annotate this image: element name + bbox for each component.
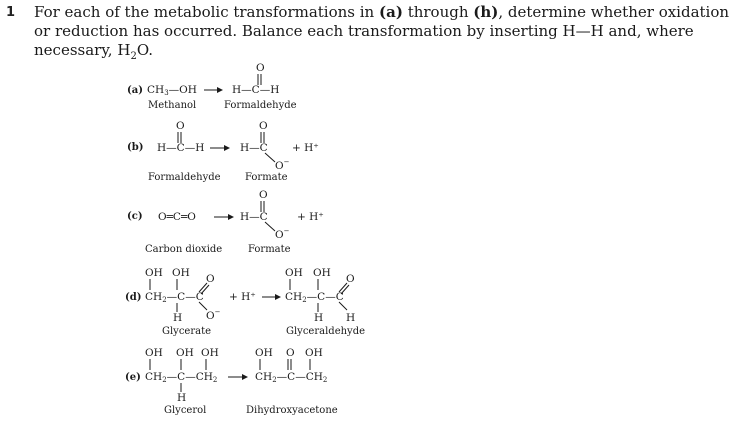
svg-text:OH: OH	[172, 267, 190, 279]
svg-text:OH: OH	[176, 347, 194, 359]
hplus-c: + H⁺	[297, 211, 324, 223]
part-e-tag: (e)	[125, 372, 141, 383]
co2-formula: O═C═O	[158, 211, 196, 223]
svg-text:O: O	[256, 62, 265, 74]
svg-text:OH: OH	[313, 267, 331, 279]
methanol-formula: CH3—OH	[147, 84, 197, 97]
dihydroxyacetone-label: Dihydroxyacetone	[246, 405, 338, 416]
formaldehyde-label: Formaldehyde	[224, 100, 297, 111]
svg-text:O: O	[206, 273, 215, 285]
glycerate-label: Glycerate	[162, 326, 212, 337]
svg-text:H: H	[314, 312, 324, 324]
formaldehyde-label: Formaldehyde	[148, 172, 221, 183]
reaction-a	[127, 62, 297, 111]
glyceraldehyde-formula: CH2—C—C	[285, 291, 344, 304]
part-d-tag: (d)	[125, 292, 142, 303]
svg-text:O: O	[176, 120, 185, 132]
formate-label: Formate	[245, 172, 288, 183]
dihydroxyacetone-formula: CH2—C—CH2	[255, 371, 328, 384]
formate-formula: H—C	[240, 211, 268, 223]
formaldehyde-formula: H—C—H	[232, 84, 280, 96]
svg-text:OH: OH	[145, 347, 163, 359]
hplus-d: + H⁺	[229, 291, 256, 303]
svg-text:O−: O−	[275, 227, 290, 241]
formaldehyde-formula: H—C—H	[157, 142, 205, 154]
part-a-tag: (a)	[127, 85, 143, 96]
reaction-b	[127, 120, 319, 183]
glycerol-label: Glycerol	[164, 405, 207, 416]
problem-text: For each of the metabolic transformations in (a) through (h), determine whether oxidation or reduction has occurred. Balance each transformation by inserting H—H and, where necessary, $H_2O$.	[34, 3, 730, 62]
svg-text:H: H	[177, 392, 187, 404]
svg-text:O−: O−	[206, 308, 221, 322]
part-c-tag: (c)	[127, 211, 143, 222]
svg-text:OH: OH	[305, 347, 323, 359]
reaction-d	[125, 267, 365, 337]
formate-label: Formate	[248, 244, 291, 255]
svg-text:H: H	[173, 312, 183, 324]
part-b-tag: (b)	[127, 142, 144, 153]
svg-text:OH: OH	[201, 347, 219, 359]
svg-text:OH: OH	[145, 267, 163, 279]
svg-text:OH: OH	[285, 267, 303, 279]
methanol-label: Methanol	[148, 100, 197, 111]
glyceraldehyde-label: Glyceraldehyde	[286, 326, 366, 337]
svg-text:O: O	[259, 120, 268, 132]
hplus-b: + H⁺	[292, 142, 319, 154]
svg-text:O: O	[346, 273, 355, 285]
svg-text:O−: O−	[275, 158, 290, 172]
glycerol-formula: CH2—C—CH2	[145, 371, 218, 384]
glycerate-formula: CH2—C—C	[145, 291, 204, 304]
formate-formula: H—C	[240, 142, 268, 154]
co2-label: Carbon dioxide	[145, 244, 223, 255]
problem-number: 1	[6, 5, 16, 20]
svg-text:O: O	[259, 189, 268, 201]
svg-text:H: H	[346, 312, 356, 324]
reaction-e	[125, 347, 338, 416]
svg-text:OH: OH	[255, 347, 273, 359]
svg-text:O: O	[286, 347, 295, 359]
reaction-c	[127, 189, 324, 255]
